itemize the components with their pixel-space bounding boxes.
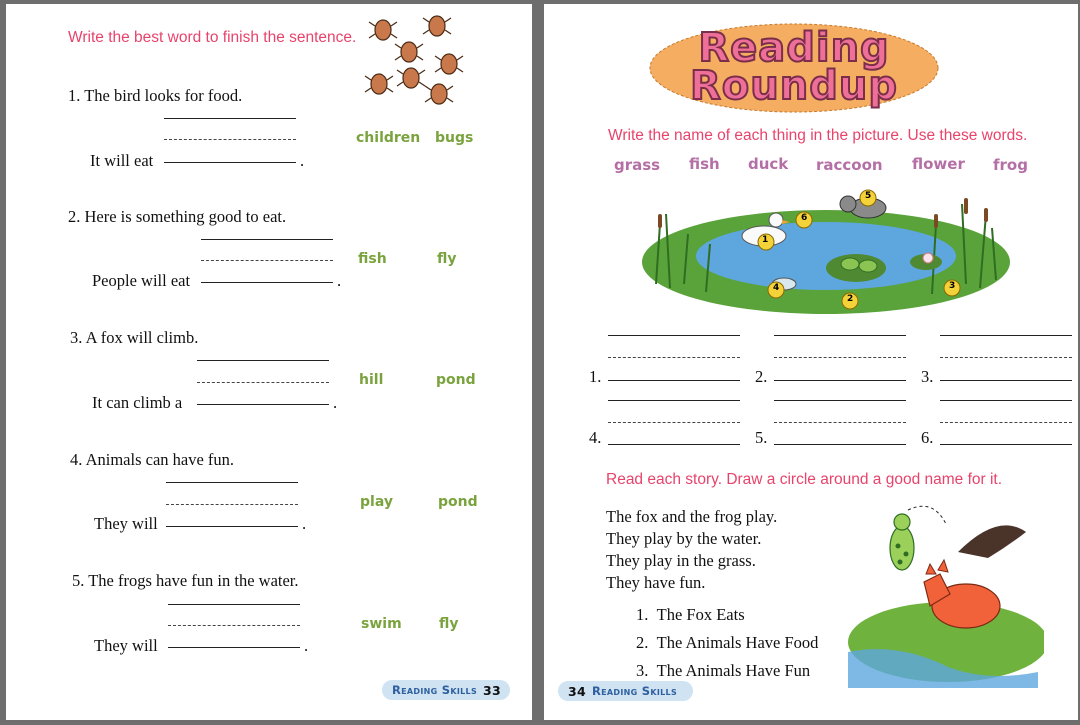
q2-option-fish: fish bbox=[358, 251, 387, 267]
page-number: 34 bbox=[568, 683, 586, 699]
answer-2-top-line bbox=[201, 239, 333, 240]
answer-1-dash-line bbox=[164, 139, 296, 140]
answer-number-5: 5. bbox=[755, 428, 768, 447]
answer-5-top-line bbox=[774, 400, 906, 401]
title-line-1: Reading bbox=[698, 25, 890, 71]
marker-5-label: 5 bbox=[865, 191, 872, 201]
answer-3-input[interactable] bbox=[940, 380, 1072, 381]
title-line-2: Roundup bbox=[690, 63, 898, 109]
question-4-sentence: 4. Animals can have fun. bbox=[70, 450, 235, 469]
right-page bbox=[544, 4, 1078, 720]
marker-4-label: 4 bbox=[773, 283, 780, 293]
answer-1-input[interactable] bbox=[608, 380, 740, 381]
question-2-end: . bbox=[337, 271, 342, 290]
question-3-sentence: 3. A fox will climb. bbox=[70, 328, 199, 347]
instruction-story: Read each story. Draw a circle around a good name for it. bbox=[606, 471, 1003, 488]
answer-number-2: 2. bbox=[755, 367, 768, 386]
question-5-stem: They will bbox=[94, 636, 158, 655]
left-page bbox=[6, 4, 532, 720]
answer-number-4: 4. bbox=[589, 428, 602, 447]
answer-1-top-line bbox=[164, 118, 296, 119]
story-line-1: The fox and the frog play. bbox=[606, 507, 778, 526]
answer-5-input[interactable] bbox=[774, 444, 906, 445]
q4-option-play: play bbox=[360, 494, 393, 510]
word-frog: frog bbox=[993, 156, 1028, 174]
answer-3-dash-line bbox=[940, 357, 1072, 358]
answer-3-input[interactable] bbox=[197, 404, 329, 405]
question-1-end: . bbox=[300, 151, 305, 170]
word-fish: fish bbox=[689, 155, 720, 173]
answer-2-input[interactable] bbox=[774, 380, 906, 381]
answer-number-3: 3. bbox=[921, 367, 934, 386]
instruction: Write the best word to finish the sentence. bbox=[68, 29, 357, 46]
answer-1-dash-line bbox=[608, 357, 740, 358]
answer-2-dash-line bbox=[201, 260, 333, 261]
answer-4-input[interactable] bbox=[608, 444, 740, 445]
title-choice-2[interactable]: 2. The Animals Have Food bbox=[636, 633, 819, 652]
answer-6-top-line bbox=[940, 400, 1072, 401]
answer-2-dash-line bbox=[774, 357, 906, 358]
answer-6-dash-line bbox=[940, 422, 1072, 423]
word-raccoon: raccoon bbox=[816, 156, 883, 174]
q3-option-hill: hill bbox=[359, 372, 384, 388]
page-footer bbox=[382, 680, 510, 700]
question-1-stem: It will eat bbox=[90, 151, 154, 170]
word-grass: grass bbox=[614, 156, 661, 174]
word-duck: duck bbox=[748, 155, 789, 173]
word-flower: flower bbox=[912, 155, 965, 173]
question-4-stem: They will bbox=[94, 514, 158, 533]
q1-option-children: children bbox=[356, 130, 421, 146]
answer-4-dash-line bbox=[166, 504, 298, 505]
footer-label: Reading Skills bbox=[392, 683, 478, 697]
answer-5-input[interactable] bbox=[168, 647, 300, 648]
answer-6-input[interactable] bbox=[940, 444, 1072, 445]
story-line-2: They play by the water. bbox=[606, 529, 762, 548]
q2-option-fly: fly bbox=[437, 251, 457, 267]
answer-1-top-line bbox=[608, 335, 740, 336]
bugs-illustration bbox=[361, 12, 481, 112]
answer-1-input[interactable] bbox=[164, 162, 296, 163]
answer-4-top-line bbox=[166, 482, 298, 483]
question-5-end: . bbox=[304, 636, 309, 655]
marker-3-label: 3 bbox=[949, 281, 956, 291]
answer-5-dash-line bbox=[774, 422, 906, 423]
story-line-3: They play in the grass. bbox=[606, 551, 756, 570]
answer-number-1: 1. bbox=[589, 367, 602, 386]
marker-1-label: 1 bbox=[762, 235, 769, 245]
question-2-stem: People will eat bbox=[92, 271, 191, 290]
question-3-end: . bbox=[333, 393, 338, 412]
q4-option-pond: pond bbox=[438, 494, 478, 510]
question-5-sentence: 5. The frogs have fun in the water. bbox=[72, 571, 299, 590]
question-4-end: . bbox=[302, 514, 307, 533]
story-line-4: They have fun. bbox=[606, 573, 706, 592]
page-number: 33 bbox=[483, 682, 502, 698]
answer-4-top-line bbox=[608, 400, 740, 401]
answer-5-dash-line bbox=[168, 625, 300, 626]
marker-2-label: 2 bbox=[847, 294, 854, 304]
title-choice-3[interactable]: 3. The Animals Have Fun bbox=[636, 661, 811, 680]
question-3-stem: It can climb a bbox=[92, 393, 183, 412]
answer-5-top-line bbox=[168, 604, 300, 605]
answer-4-input[interactable] bbox=[166, 526, 298, 527]
answer-3-top-line bbox=[197, 360, 329, 361]
q1-option-bugs: bugs bbox=[435, 130, 474, 146]
q5-option-fly: fly bbox=[439, 616, 459, 632]
q5-option-swim: swim bbox=[361, 616, 402, 632]
footer-label: Reading Skills bbox=[592, 684, 678, 698]
page-footer bbox=[558, 681, 693, 701]
question-1-sentence: 1. The bird looks for food. bbox=[68, 86, 243, 105]
question-2-sentence: 2. Here is something good to eat. bbox=[68, 207, 287, 226]
answer-2-top-line bbox=[774, 335, 906, 336]
answer-3-top-line bbox=[940, 335, 1072, 336]
q3-option-pond: pond bbox=[436, 372, 476, 388]
answer-4-dash-line bbox=[608, 422, 740, 423]
title-choice-1[interactable]: 1. The Fox Eats bbox=[636, 605, 745, 624]
answer-3-dash-line bbox=[197, 382, 329, 383]
marker-6-label: 6 bbox=[801, 213, 808, 223]
instruction-word-bank: Write the name of each thing in the picture. Use these words. bbox=[608, 127, 1028, 144]
answer-2-input[interactable] bbox=[201, 282, 333, 283]
picture-markers bbox=[636, 184, 1016, 324]
fox-frog-illustration bbox=[838, 502, 1044, 688]
answer-number-6: 6. bbox=[921, 428, 934, 447]
